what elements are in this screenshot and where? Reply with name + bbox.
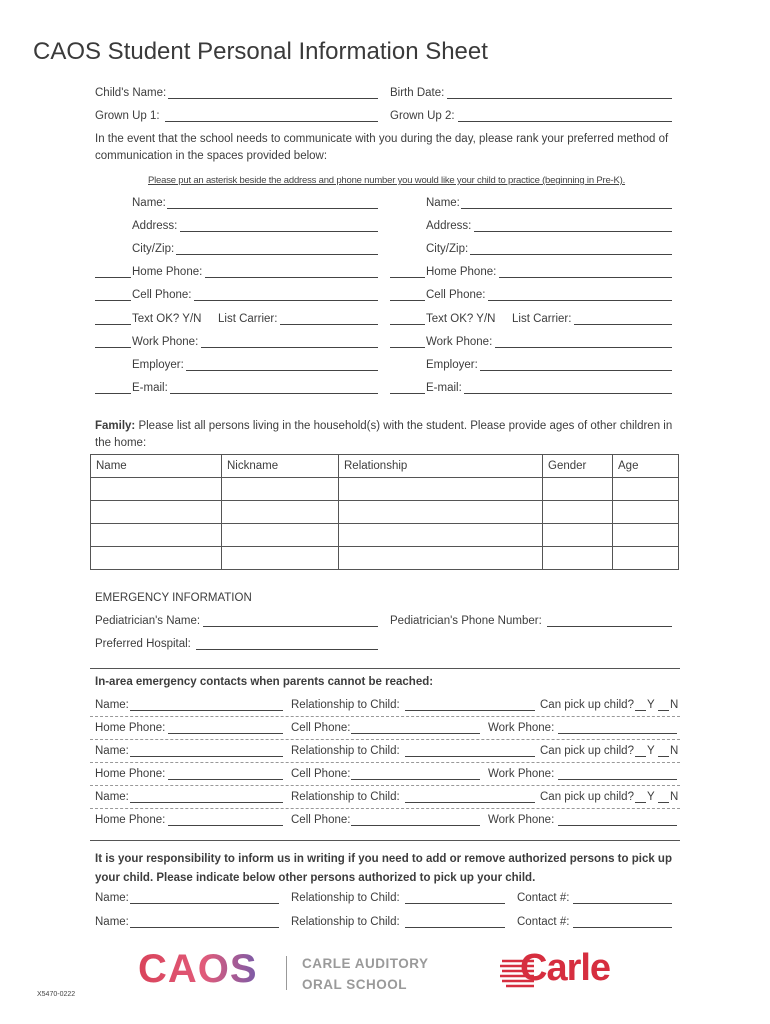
birth-date-field[interactable]: [447, 98, 672, 99]
table-row[interactable]: [91, 524, 679, 547]
contact1-name-label: Name:: [132, 197, 166, 209]
auth2-rel-label: Relationship to Child:: [291, 916, 400, 928]
grown-up-2-label: Grown Up 2:: [390, 110, 455, 122]
contact2-employer-label: Employer:: [426, 359, 478, 371]
ia3-home-field[interactable]: [168, 825, 283, 826]
auth1-contact-label: Contact #:: [517, 892, 570, 904]
grown-up-2-field[interactable]: [458, 121, 672, 122]
contact1-work-label: Work Phone:: [132, 336, 199, 348]
hospital-field[interactable]: [196, 649, 378, 650]
ia1-pickup-label: Can pick up child?: [540, 699, 634, 711]
contact2-cell-label: Cell Phone:: [426, 289, 486, 301]
pediatrician-name-field[interactable]: [203, 626, 378, 627]
ia2-name-field[interactable]: [130, 756, 283, 757]
grown-up-1-field[interactable]: [165, 121, 378, 122]
contact1-carrier-label: List Carrier:: [218, 313, 278, 325]
ia1-name-field[interactable]: [130, 710, 283, 711]
ia3-home-label: Home Phone:: [95, 814, 166, 826]
birth-date-label: Birth Date:: [390, 87, 445, 99]
contact1-email-label: E-mail:: [132, 382, 168, 394]
auth2-name-field[interactable]: [130, 927, 279, 928]
contact2-email-field[interactable]: [464, 393, 672, 394]
contact1-email-field[interactable]: [170, 393, 378, 394]
col-gender: Gender: [543, 455, 613, 478]
contact2-name-label: Name:: [426, 197, 460, 209]
pediatrician-phone-field[interactable]: [547, 626, 672, 627]
asterisk-note: Please put an asterisk beside the address and phone number you would like your child to practice (beginning in Pre-K).: [148, 175, 626, 186]
auth1-rel-label: Relationship to Child:: [291, 892, 400, 904]
contact1-home-label: Home Phone:: [132, 266, 203, 278]
ia2-cell-label: Cell Phone:: [291, 768, 351, 780]
col-relationship: Relationship: [339, 455, 543, 478]
contact1-email-rank[interactable]: [95, 393, 131, 394]
col-name: Name: [91, 455, 222, 478]
ia3-pickup-y[interactable]: [635, 802, 646, 803]
ia1-home-label: Home Phone:: [95, 722, 166, 734]
contact1-carrier-field[interactable]: [280, 324, 378, 325]
ia2-y-label: Y: [647, 745, 655, 757]
grown-up-1-label: Grown Up 1:: [95, 110, 160, 122]
ia3-work-label: Work Phone:: [488, 814, 555, 826]
ia2-n-label: N: [670, 745, 679, 757]
auth1-name-label: Name:: [95, 892, 129, 904]
family-label: Family:: [95, 420, 136, 432]
contact2-home-field[interactable]: [499, 277, 672, 278]
contact1-name-field[interactable]: [167, 208, 378, 209]
contact1-textok-label: Text OK? Y/N: [132, 313, 202, 325]
auth2-contact-field[interactable]: [573, 927, 672, 928]
contact1-cell-rank[interactable]: [95, 300, 131, 301]
table-row[interactable]: [91, 547, 679, 570]
carle-logo-text: Carle: [520, 947, 611, 989]
ia1-y-label: Y: [647, 699, 655, 711]
contact2-cityzip-label: City/Zip:: [426, 243, 469, 255]
ia1-cell-label: Cell Phone:: [291, 722, 351, 734]
table-row[interactable]: [91, 501, 679, 524]
auth1-rel-field[interactable]: [405, 903, 505, 904]
auth1-contact-field[interactable]: [573, 903, 672, 904]
ia1-home-field[interactable]: [168, 733, 283, 734]
divider: [90, 840, 680, 841]
table-row[interactable]: [91, 478, 679, 501]
contact1-address-field[interactable]: [180, 231, 378, 232]
ia1-pickup-n[interactable]: [658, 710, 669, 711]
pediatrician-phone-label: Pediatrician's Phone Number:: [390, 615, 542, 627]
contact2-name-field[interactable]: [461, 208, 672, 209]
ia2-home-label: Home Phone:: [95, 768, 166, 780]
contact2-work-field[interactable]: [495, 347, 672, 348]
authorized-text: It is your responsibility to inform us in writing if you need to add or remove authorized persons to pick up your child. Please indicate below other persons authorized to pick up your child.: [95, 853, 672, 884]
auth2-name-label: Name:: [95, 916, 129, 928]
contact2-carrier-label: List Carrier:: [512, 313, 572, 325]
ia1-n-label: N: [670, 699, 679, 711]
family-table: [90, 454, 679, 570]
intro-text: In the event that the school needs to communicate with you during the day, please rank your preferred method of communication in the spaces provided below:: [95, 133, 669, 162]
col-age: Age: [613, 455, 679, 478]
contact2-email-rank[interactable]: [390, 393, 425, 394]
contact1-work-field[interactable]: [201, 347, 378, 348]
col-nickname: Nickname: [222, 455, 339, 478]
contact1-cell-label: Cell Phone:: [132, 289, 192, 301]
ia3-y-label: Y: [647, 791, 655, 803]
contact2-text-rank[interactable]: [390, 324, 425, 325]
ia3-n-label: N: [670, 791, 679, 803]
caos-logo: [138, 947, 258, 992]
in-area-heading: In-area emergency contacts when parents cannot be reached:: [95, 676, 434, 688]
dash-divider: [90, 716, 680, 717]
contact1-employer-label: Employer:: [132, 359, 184, 371]
ia3-work-field[interactable]: [558, 825, 677, 826]
contact2-cell-rank[interactable]: [390, 300, 425, 301]
family-header-row: [91, 455, 679, 478]
ia2-name-label: Name:: [95, 745, 129, 757]
contact1-employer-field[interactable]: [186, 370, 378, 371]
ia1-rel-label: Relationship to Child:: [291, 699, 400, 711]
ia1-work-field[interactable]: [558, 733, 677, 734]
contact2-home-label: Home Phone:: [426, 266, 497, 278]
caos-logo-text: CAOS: [138, 947, 258, 991]
contact2-cell-field[interactable]: [488, 300, 672, 301]
ia2-cell-field[interactable]: [351, 779, 480, 780]
contact1-work-rank[interactable]: [95, 347, 131, 348]
logo-divider: [286, 956, 287, 990]
family-text: Please list all persons living in the household(s) with the student. Please provide ages of other children in the home:: [95, 420, 673, 449]
ia3-rel-label: Relationship to Child:: [291, 791, 400, 803]
school-name-line1: CARLE AUDITORY: [302, 956, 429, 971]
school-name-line2: ORAL SCHOOL: [302, 977, 408, 992]
divider: [90, 668, 680, 669]
ia1-name-label: Name:: [95, 699, 129, 711]
ia3-cell-label: Cell Phone:: [291, 814, 351, 826]
contact2-textok-label: Text OK? Y/N: [426, 313, 496, 325]
auth2-contact-label: Contact #:: [517, 916, 570, 928]
ia3-name-label: Name:: [95, 791, 129, 803]
dash-divider: [90, 808, 680, 809]
ia2-pickup-y[interactable]: [635, 756, 646, 757]
contact1-home-field[interactable]: [205, 277, 378, 278]
dash-divider: [90, 785, 680, 786]
childs-name-label: Child's Name:: [95, 87, 167, 99]
contact2-home-rank[interactable]: [390, 277, 425, 278]
contact2-address-field[interactable]: [474, 231, 672, 232]
contact1-cell-field[interactable]: [194, 300, 378, 301]
childs-name-field[interactable]: [168, 98, 378, 99]
ia3-cell-field[interactable]: [351, 825, 480, 826]
ia2-pickup-label: Can pick up child?: [540, 745, 634, 757]
ia3-pickup-n[interactable]: [658, 802, 669, 803]
ia1-rel-field[interactable]: [405, 710, 535, 711]
auth2-rel-field[interactable]: [405, 927, 505, 928]
auth1-name-field[interactable]: [130, 903, 279, 904]
contact1-cityzip-label: City/Zip:: [132, 243, 175, 255]
ia2-work-label: Work Phone:: [488, 768, 555, 780]
pediatrician-name-label: Pediatrician's Name:: [95, 615, 201, 627]
ia2-rel-label: Relationship to Child:: [291, 745, 400, 757]
contact1-address-label: Address:: [132, 220, 178, 232]
contact1-home-rank[interactable]: [95, 277, 131, 278]
contact2-work-label: Work Phone:: [426, 336, 493, 348]
ia3-rel-field[interactable]: [405, 802, 535, 803]
family-instructions: [95, 418, 675, 452]
school-name: [302, 953, 429, 995]
contact1-text-rank[interactable]: [95, 324, 131, 325]
contact1-cityzip-field[interactable]: [176, 254, 378, 255]
contact2-email-label: E-mail:: [426, 382, 462, 394]
contact2-employer-field[interactable]: [480, 370, 672, 371]
ia3-name-field[interactable]: [130, 802, 283, 803]
ia2-pickup-n[interactable]: [658, 756, 669, 757]
ia1-pickup-y[interactable]: [635, 710, 646, 711]
ia1-cell-field[interactable]: [351, 733, 480, 734]
ia2-work-field[interactable]: [558, 779, 677, 780]
contact2-address-label: Address:: [426, 220, 472, 232]
page-title: CAOS Student Personal Information Sheet: [33, 38, 488, 65]
contact2-cityzip-field[interactable]: [470, 254, 672, 255]
ia1-work-label: Work Phone:: [488, 722, 555, 734]
ia2-home-field[interactable]: [168, 779, 283, 780]
contact2-carrier-field[interactable]: [574, 324, 672, 325]
hospital-label: Preferred Hospital:: [95, 638, 191, 650]
form-code: X5470-0222: [37, 991, 76, 998]
ia2-rel-field[interactable]: [405, 756, 535, 757]
emergency-heading: EMERGENCY INFORMATION: [95, 592, 252, 604]
dash-divider: [90, 762, 680, 763]
contact2-work-rank[interactable]: [390, 347, 425, 348]
ia3-pickup-label: Can pick up child?: [540, 791, 634, 803]
dash-divider: [90, 739, 680, 740]
